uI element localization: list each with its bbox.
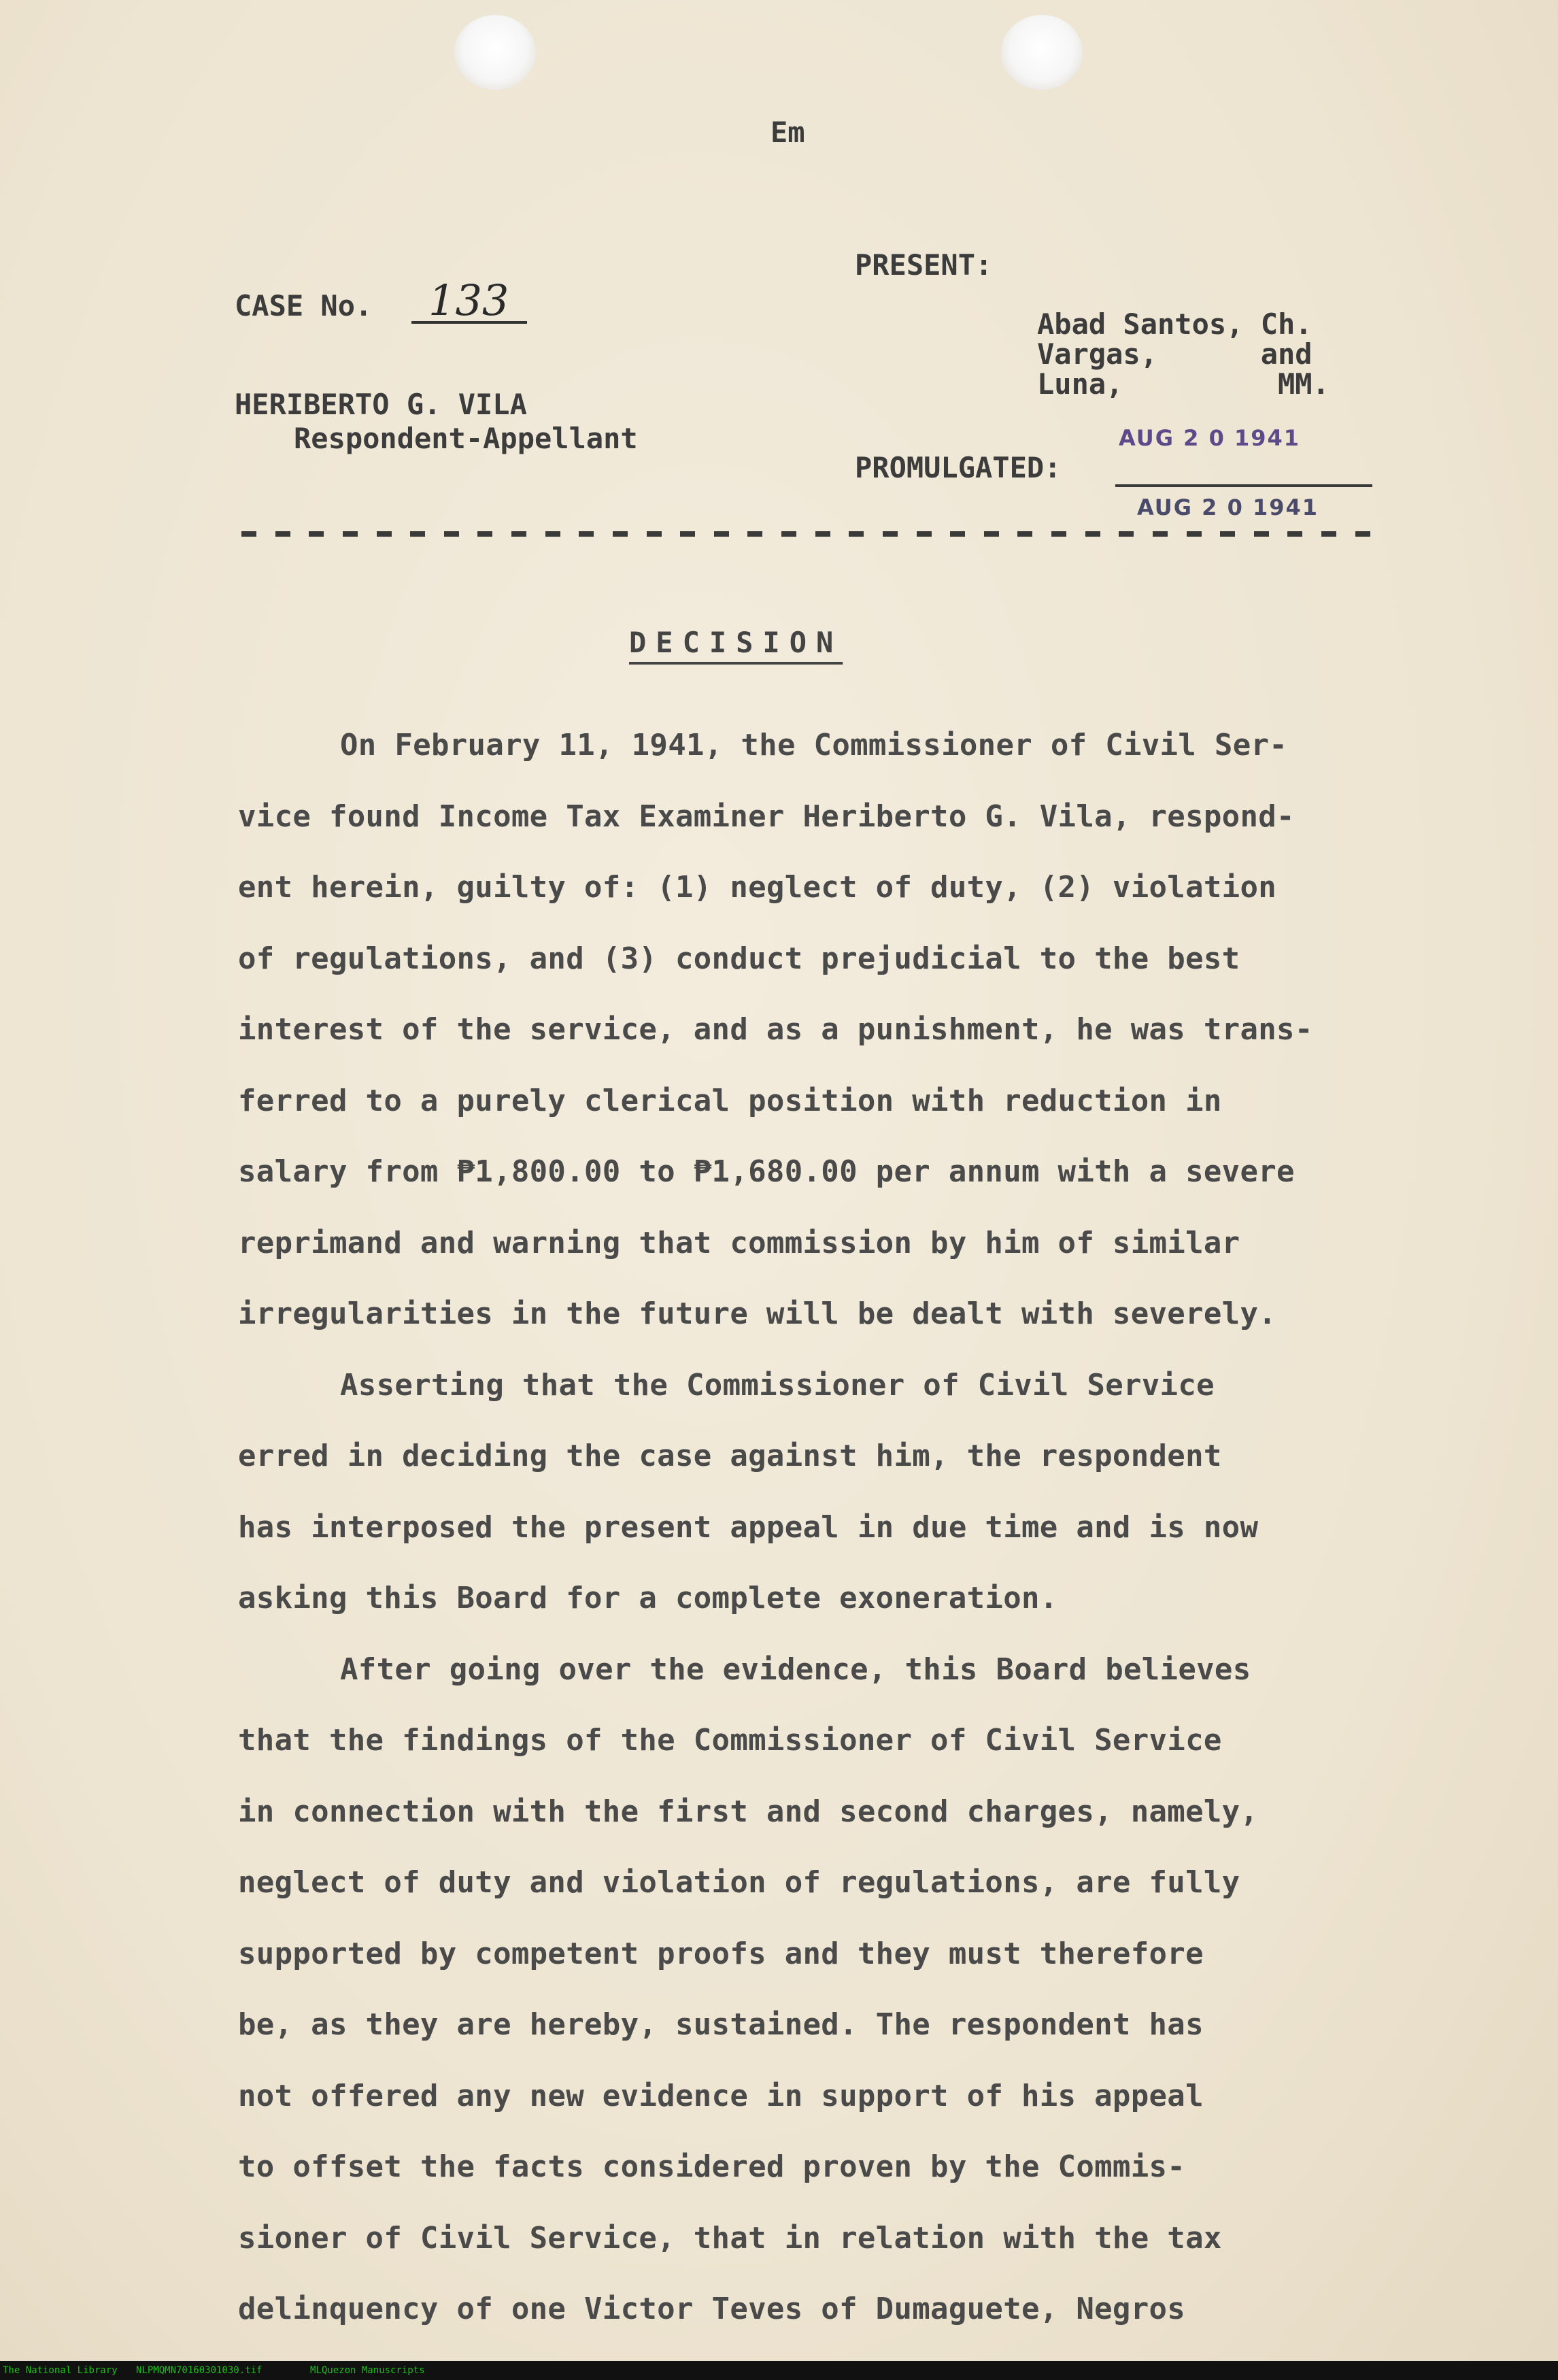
dash-segment bbox=[680, 531, 695, 537]
footer-filename: NLPMQMN70160301030.tif bbox=[136, 2365, 263, 2376]
body-line: be, as they are hereby, sustained. The respondent has bbox=[238, 2007, 1204, 2042]
dash-segment bbox=[1017, 531, 1032, 537]
dash-segment bbox=[241, 531, 256, 537]
dash-segment bbox=[1085, 531, 1100, 537]
date-stamp-received: AUG 2 0 1941 bbox=[1119, 425, 1301, 451]
dash-segment bbox=[613, 531, 628, 537]
party-role: Respondent-Appellant bbox=[294, 422, 638, 455]
dash-segment bbox=[511, 531, 526, 537]
dash-segment bbox=[1119, 531, 1134, 537]
body-line: After going over the evidence, this Board believes bbox=[340, 1652, 1251, 1687]
body-line: reprimand and warning that commission by him of similar bbox=[238, 1225, 1240, 1260]
punch-hole-left bbox=[454, 15, 536, 90]
separator-dashed-line bbox=[241, 524, 1370, 544]
body-line: interest of the service, and as a punishment, he was trans- bbox=[238, 1012, 1313, 1047]
body-line: ferred to a purely clerical position with reduction in bbox=[238, 1083, 1222, 1118]
footer-collection: MLQuezon Manuscripts bbox=[310, 2365, 425, 2376]
dash-segment bbox=[781, 531, 796, 537]
dash-segment bbox=[377, 531, 392, 537]
dash-segment bbox=[950, 531, 965, 537]
promulgated-label: PROMULGATED: bbox=[855, 451, 1062, 484]
dash-segment bbox=[1321, 531, 1336, 537]
punch-hole-right bbox=[1001, 15, 1083, 90]
dash-segment bbox=[883, 531, 898, 537]
dash-segment bbox=[275, 531, 290, 537]
body-line: delinquency of one Victor Teves of Dumaguete, Negros bbox=[238, 2292, 1186, 2326]
dash-segment bbox=[1153, 531, 1168, 537]
footer-library: The National Library bbox=[3, 2365, 118, 2376]
body-line: neglect of duty and violation of regulations, are fully bbox=[238, 1865, 1240, 1900]
dash-segment bbox=[579, 531, 594, 537]
body-line: ent herein, guilty of: (1) neglect of duty, (2) violation bbox=[238, 870, 1277, 905]
body-line: vice found Income Tax Examiner Heriberto G. Vila, respond- bbox=[238, 799, 1295, 834]
promulgated-underline bbox=[1115, 484, 1372, 487]
body-line: supported by competent proofs and they must therefore bbox=[238, 1936, 1204, 1971]
dash-segment bbox=[1254, 531, 1269, 537]
dash-segment bbox=[747, 531, 762, 537]
body-line: erred in deciding the case against him, the respondent bbox=[238, 1439, 1222, 1473]
bench-member: Vargas, and bbox=[1037, 337, 1313, 371]
body-line: salary from ₱1,800.00 to ₱1,680.00 per annum with a severe bbox=[238, 1154, 1295, 1189]
scan-footer-bar bbox=[0, 2361, 1558, 2380]
body-line: in connection with the first and second charges, namely, bbox=[238, 1794, 1259, 1829]
dash-segment bbox=[647, 531, 662, 537]
dash-segment bbox=[1220, 531, 1235, 537]
bench-members bbox=[1037, 309, 1330, 399]
dash-segment bbox=[714, 531, 729, 537]
body-line: sioner of Civil Service, that in relation with the tax bbox=[238, 2220, 1222, 2256]
date-stamp-promulgated: AUG 2 0 1941 bbox=[1137, 495, 1319, 520]
body-line: that the findings of the Commissioner of Civil Service bbox=[238, 1723, 1222, 1758]
body-line: On February 11, 1941, the Commissioner of Civil Ser- bbox=[340, 728, 1288, 762]
body-line: not offered any new evidence in support of his appeal bbox=[238, 2078, 1204, 2113]
dash-segment bbox=[917, 531, 932, 537]
dash-segment bbox=[1187, 531, 1202, 537]
dash-segment bbox=[477, 531, 492, 537]
bench-member: Luna, MM. bbox=[1037, 367, 1330, 401]
body-line: to offset the facts considered proven by the Commis- bbox=[238, 2149, 1186, 2184]
dash-segment bbox=[815, 531, 830, 537]
present-label: PRESENT: bbox=[855, 248, 993, 282]
dash-segment bbox=[1051, 531, 1066, 537]
body-line: of regulations, and (3) conduct prejudicial to the best bbox=[238, 941, 1240, 976]
case-number: 133 bbox=[428, 275, 509, 325]
party-name: HERIBERTO G. VILA bbox=[235, 388, 527, 421]
dash-segment bbox=[343, 531, 358, 537]
dash-segment bbox=[309, 531, 324, 537]
dash-segment bbox=[984, 531, 999, 537]
typist-initials: Em bbox=[770, 116, 805, 149]
body-line: Asserting that the Commissioner of Civil Service bbox=[340, 1367, 1215, 1403]
body-line: irregularities in the future will be dealt with severely. bbox=[238, 1296, 1277, 1331]
body-line: has interposed the present appeal in due time and is now bbox=[238, 1509, 1259, 1545]
case-number-underline bbox=[411, 321, 527, 324]
decision-heading: DECISION bbox=[629, 626, 843, 659]
dash-segment bbox=[849, 531, 864, 537]
dash-segment bbox=[1355, 531, 1370, 537]
dash-segment bbox=[545, 531, 560, 537]
dash-segment bbox=[1287, 531, 1302, 537]
bench-member: Abad Santos, Ch. bbox=[1037, 307, 1313, 341]
dash-segment bbox=[410, 531, 425, 537]
dash-segment bbox=[444, 531, 459, 537]
case-label: CASE No. bbox=[235, 289, 373, 322]
body-line: asking this Board for a complete exoneration. bbox=[238, 1581, 1058, 1615]
